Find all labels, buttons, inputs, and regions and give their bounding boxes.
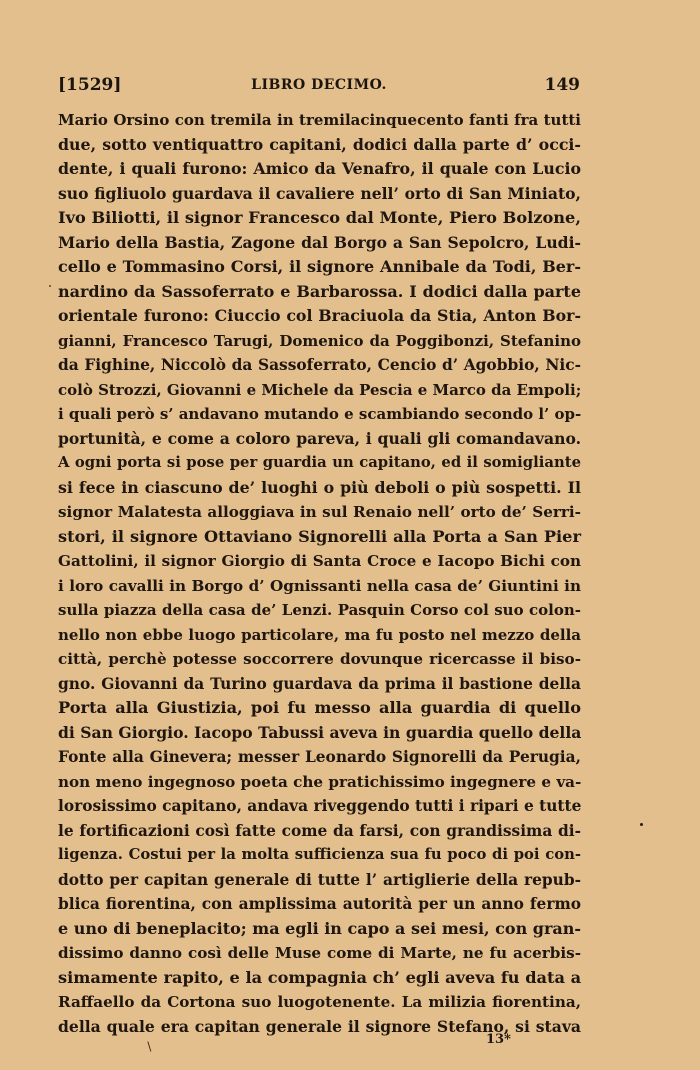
signature-mark: 13* [486,1032,511,1047]
text-line: Porta alla Giustizia, poi fu messo alla guardia di quello [58,698,581,717]
text-line: Ivo Biliotti, il signor Francesco dal Monte, Piero Bolzone, [58,208,581,227]
stray-mark: ∖ [145,1040,153,1054]
header-year: [1529] [58,75,122,95]
text-line: da Fighine, Niccolò da Sassoferrato, Cencio d’ Agobbio, Nic- [58,356,581,374]
text-line: ligenza. Costui per la molta sufficienza sua fu poco di poi con- [58,846,581,863]
text-line: Gattolini, il signor Giorgio di Santa Croce e Iacopo Bichi con [58,552,581,570]
text-line: della quale era capitan generale il signore Stefano, si stava [58,1016,581,1036]
text-line: gno. Giovanni da Turino guardava da prima il bastione della [58,674,581,693]
text-line: orientale furono: Ciuccio col Braciuola da Stia, Anton Bor- [58,306,581,325]
text-line: le fortificazioni così fatte come da farsi, con grandissima di- [58,821,581,840]
text-line: dente, i quali furono: Amico da Venafro, il quale con Lucio [58,159,581,178]
text-line: suo figliuolo guardava il cavaliere nell’ orto di San Miniato, [58,183,581,203]
text-line: cello e Tommasino Corsi, il signore Annibale da Todi, Ber- [58,257,581,276]
text-line: Mario Orsino con tremila in tremilacinquecento fanti fra tutti [58,111,581,129]
text-line: gianni, Francesco Tarugi, Domenico da Poggibonzi, Stefanino [58,331,581,350]
running-header [58,75,580,99]
text-line: dotto per capitan generale di tutte l’ artiglierie della repub- [58,870,581,889]
text-line: e uno di beneplacito; ma egli in capo a sei mesi, con gran- [58,918,582,938]
text-line: i loro cavalli in Borgo d’ Ognissanti nella casa de’ Giuntini in [58,576,581,595]
text-line: Raffaello da Cortona suo luogotenente. La milizia fiorentina, [58,993,581,1011]
header-title: LIBRO DECIMO. [251,77,387,93]
text-line: Mario della Bastia, Zagone dal Borgo a San Sepolcro, Ludi- [58,232,581,252]
text-line: nello non ebbe luogo particolare, ma fu posto nel mezzo della [58,625,581,644]
text-line: città, perchè potesse soccorrere dovunque ricercasse il biso- [58,650,581,668]
text-line: dissimo danno così delle Muse come di Marte, ne fu acerbis- [58,944,581,962]
text-line: signor Malatesta alloggiava in sul Renaio nell’ orto de’ Serri- [58,503,581,521]
text-line: di San Giorgio. Iacopo Tabussi aveva in guardia quello della [58,722,582,742]
body-text [58,108,581,1039]
text-line: simamente rapito, e la compagnia ch’ egli aveva fu data a [58,967,582,987]
text-line: A ogni porta si pose per guardia un capitano, ed il somigliante [58,454,581,471]
text-line: blica fiorentina, con amplissima autorità per un anno fermo [58,895,581,913]
page-number: 149 [544,75,580,95]
text-line: sulla piazza della casa de’ Lenzi. Pasquin Corso col suo colon- [58,601,581,619]
text-line: Fonte alla Ginevera; messer Leonardo Signorelli da Perugia, [58,748,581,766]
text-line: due, sotto ventiquattro capitani, dodici dalla parte d’ occi- [58,134,581,154]
ink-speck [49,285,51,287]
text-line: stori, il signore Ottaviano Signorelli alla Porta a San Pier [58,526,581,546]
text-line: nardino da Sassoferrato e Barbarossa. I dodici dalla parte [58,281,581,301]
text-line: portunità, e come a coloro pareva, i quali gli comandavano. [58,428,581,448]
ink-speck [640,823,643,826]
text-line: si fece in ciascuno de’ luoghi o più deboli o più sospetti. Il [58,477,581,497]
text-line: non meno ingegnoso poeta che pratichissimo ingegnere e va- [58,772,582,791]
text-line: i quali però s’ andavano mutando e scambiando secondo l’ op- [58,405,582,423]
text-line: lorosissimo capitano, andava riveggendo tutti i ripari e tutte [58,797,582,815]
text-line: colò Strozzi, Giovanni e Michele da Pescia e Marco da Empoli; [58,380,582,399]
